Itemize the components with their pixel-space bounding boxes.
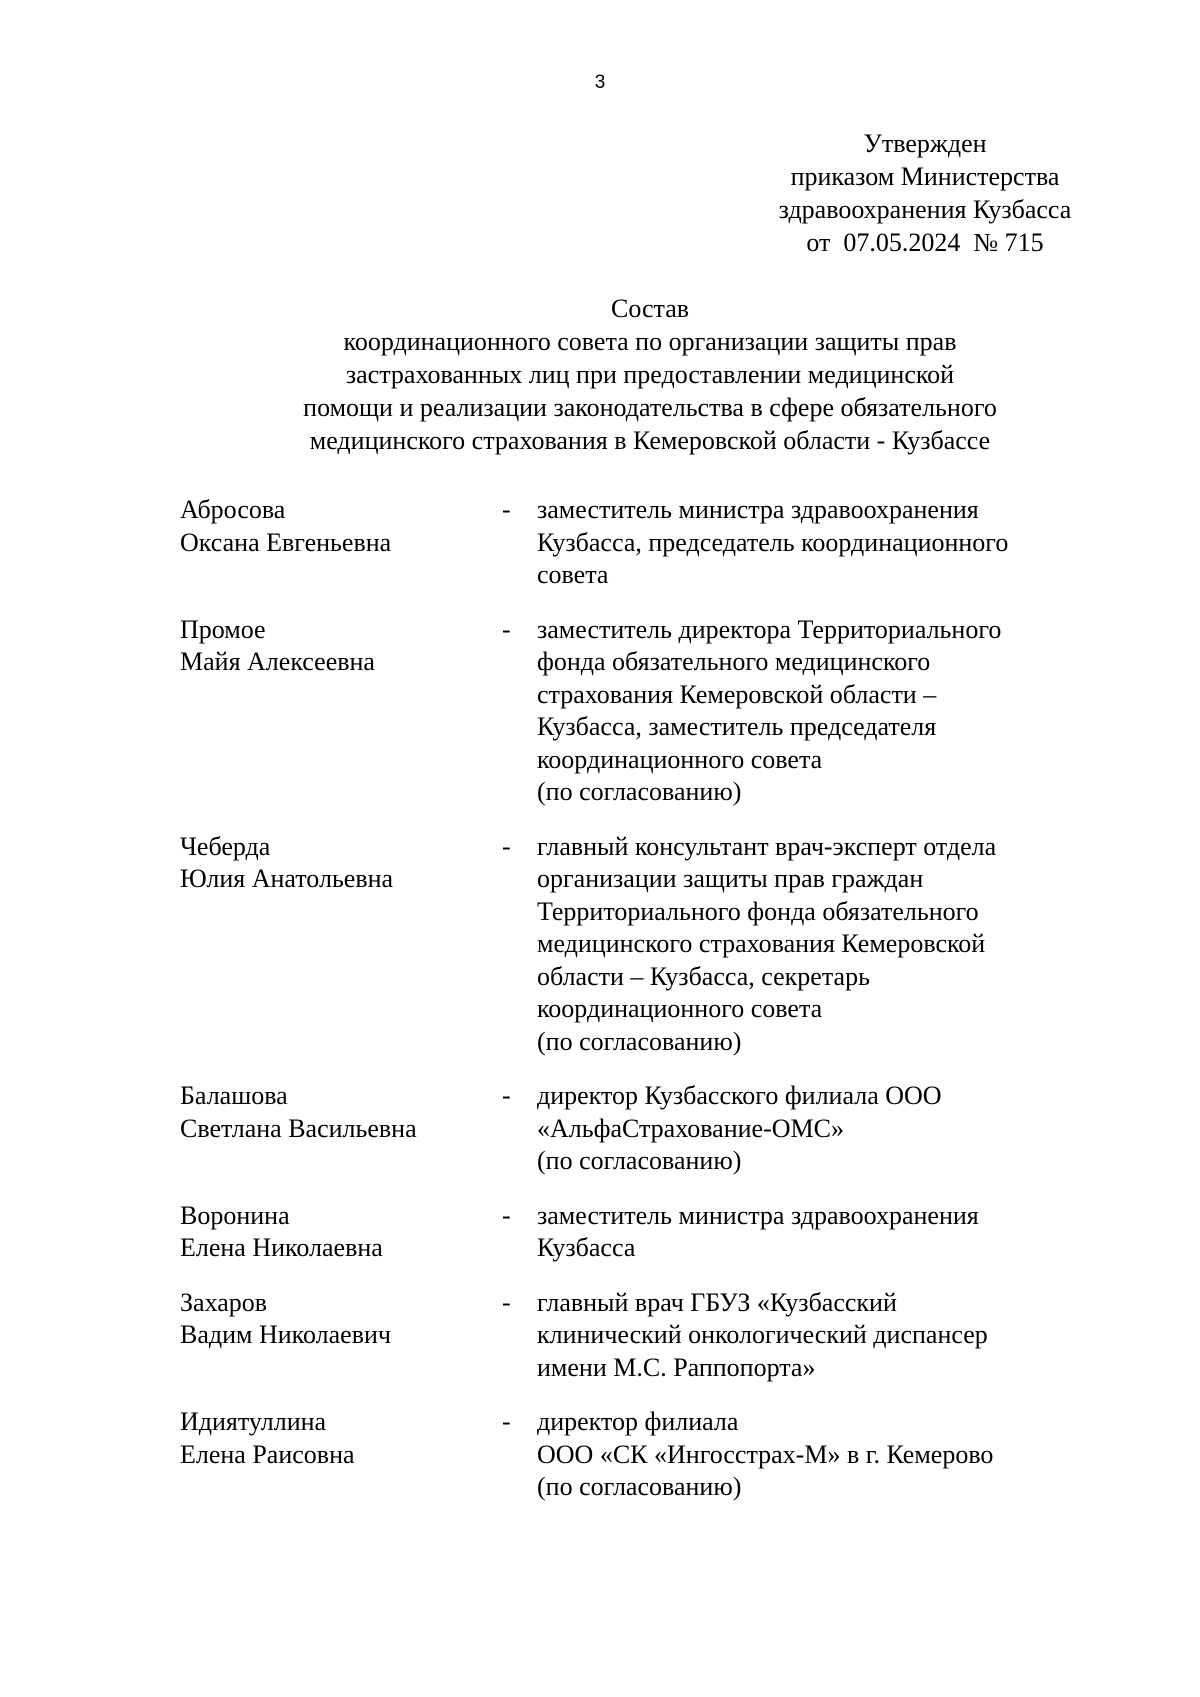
member-given-names: Елена Раисовна [180, 1439, 355, 1469]
role-line: директор Кузбасского филиала ООО [537, 1081, 942, 1110]
member-surname: Промое [180, 614, 266, 644]
member-name [180, 1406, 500, 1504]
role-line: ООО «СК «Ингосстрах-М» в г. Кемерово [537, 1439, 994, 1469]
role-line: координационного совета [537, 744, 823, 774]
approval-line: здравоохранения Кузбасса [778, 195, 1072, 224]
member-surname: Балашова [180, 1081, 288, 1110]
role-line: (по согласованию) [537, 1146, 742, 1175]
member-name [180, 1200, 500, 1265]
member-entry [180, 1200, 1100, 1265]
role-line: заместитель директора Территориального [537, 614, 1002, 644]
separator-dash: - [502, 614, 511, 644]
member-name [180, 831, 500, 1059]
separator-dash: - [502, 831, 511, 861]
member-given-names: Светлана Васильевна [180, 1113, 417, 1143]
role-line: области – Кузбасса, секретарь [537, 961, 870, 991]
approval-line: Утвержден [863, 129, 987, 158]
member-entry [180, 1406, 1100, 1504]
member-name [180, 1080, 500, 1178]
member-given-names: Майя Алексеевна [180, 647, 375, 676]
member-surname: Воронина [180, 1200, 290, 1230]
role-line: «АльфаСтрахование-ОМС» [537, 1113, 844, 1143]
role-line: Кузбасса, председатель координационного [537, 527, 1009, 557]
role-line: (по согласованию) [537, 777, 742, 806]
title-line: Состав [610, 294, 690, 323]
member-name [180, 494, 500, 592]
separator-dash: - [502, 1287, 511, 1317]
members-list [180, 494, 1100, 1526]
member-given-names: Вадим Николаевич [180, 1320, 391, 1349]
member-role [537, 1200, 1100, 1265]
role-line: главный врач ГБУЗ «Кузбасский [537, 1287, 897, 1317]
member-surname: Чеберда [180, 831, 271, 861]
role-line: заместитель министра здравоохранения [537, 495, 979, 524]
role-line: (по согласованию) [537, 1472, 742, 1501]
member-name [180, 614, 500, 809]
role-line: фонда обязательного медицинского [537, 647, 931, 676]
member-role [537, 1080, 1100, 1178]
member-given-names: Оксана Евгеньевна [180, 527, 392, 557]
approval-line: приказом Министерства [790, 162, 1060, 191]
member-given-names: Юлия Анатольевна [180, 864, 394, 893]
member-role [537, 614, 1100, 809]
member-surname: Абросова [180, 495, 286, 524]
title-line: застрахованных лиц при предоставлении медицинской [345, 360, 955, 389]
role-line: Кузбасса, заместитель председателя [537, 712, 937, 741]
role-line: Кузбасса [537, 1233, 636, 1262]
title-line: медицинского страхования в Кемеровской области - Кузбассе [309, 426, 991, 455]
title-line: помощи и реализации законодательства в сфере обязательного [303, 393, 997, 422]
role-line: страхования Кемеровской области – [537, 679, 937, 709]
member-entry [180, 494, 1100, 592]
member-entry [180, 831, 1100, 1059]
approval-block [760, 127, 1090, 259]
role-line: координационного совета [537, 994, 823, 1023]
member-entry [180, 614, 1100, 809]
role-line: организации защиты прав граждан [537, 864, 924, 893]
role-line: главный консультант врач-эксперт отдела [537, 831, 997, 861]
member-entry [180, 1287, 1100, 1385]
role-line: директор филиала [537, 1407, 739, 1436]
member-role [537, 494, 1100, 592]
approval-order-line: от 07.05.2024 № 715 [806, 228, 1044, 257]
page-number: 3 [594, 72, 606, 93]
member-role [537, 831, 1100, 1059]
member-role [537, 1287, 1100, 1385]
role-line: медицинского страхования Кемеровской [537, 929, 986, 958]
member-surname: Захаров [180, 1287, 268, 1317]
role-line: (по согласованию) [537, 1026, 742, 1056]
member-entry [180, 1080, 1100, 1178]
role-line: совета [537, 560, 609, 589]
separator-dash: - [502, 495, 511, 524]
separator-dash: - [502, 1200, 511, 1230]
separator-dash: - [502, 1081, 511, 1110]
member-surname: Идиятуллина [180, 1407, 327, 1436]
role-line: клинический онкологический диспансер [537, 1320, 988, 1349]
document-title [200, 292, 1100, 457]
role-line: имени М.С. Раппопорта» [537, 1352, 816, 1382]
member-given-names: Елена Николаевна [180, 1233, 383, 1262]
separator-dash: - [502, 1407, 511, 1436]
member-name [180, 1287, 500, 1385]
title-line: координационного совета по организации защиты прав [343, 327, 957, 356]
role-line: заместитель министра здравоохранения [537, 1200, 979, 1230]
role-line: Территориального фонда обязательного [537, 896, 979, 926]
member-role [537, 1406, 1100, 1504]
